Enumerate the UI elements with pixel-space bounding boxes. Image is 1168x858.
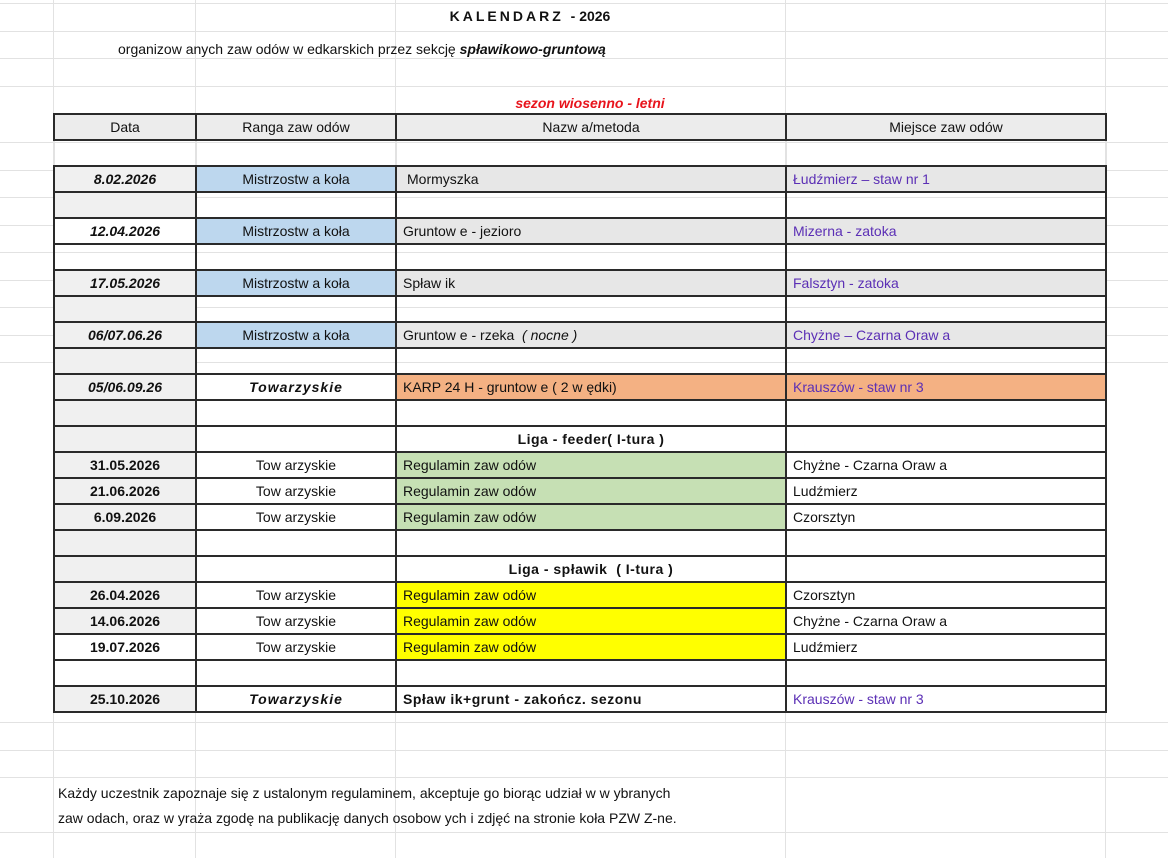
table-row: [54, 686, 1106, 712]
event-name-note: ( nocne ): [522, 327, 578, 343]
event-name: Regulamin zaw odów: [396, 504, 786, 530]
event-date: 12.04.2026: [54, 218, 196, 244]
feeder-league-heading: Liga - feeder( I-tura ): [396, 426, 786, 452]
header-date: Data: [54, 114, 196, 140]
event-rank: Mistrzostw a koła: [196, 322, 396, 348]
event-place: Ludźmierz: [786, 478, 1106, 504]
event-date: 05/06.09.26: [54, 374, 196, 400]
event-name: Spław ik: [396, 270, 786, 296]
table-row: [54, 582, 1106, 608]
event-date: 26.04.2026: [54, 582, 196, 608]
season-label: sezon wiosenno - letni: [515, 95, 665, 111]
league-heading-row: [54, 426, 1106, 452]
event-date: 8.02.2026: [54, 166, 196, 192]
grid-row-line: [0, 722, 1168, 723]
event-rank: Tow arzyskie: [196, 634, 396, 660]
subtitle-section: spławikowo-gruntową: [459, 41, 606, 57]
footer-line-2: zaw odach, oraz w yraża zgodę na publikację danych osobow ych i zdjęć na stronie koła PZW Z-ne.: [58, 810, 677, 826]
event-place: Chyżne - Czarna Oraw a: [786, 452, 1106, 478]
event-date: 31.05.2026: [54, 452, 196, 478]
event-place: Falsztyn - zatoka: [786, 270, 1106, 296]
event-rank: Mistrzostw a koła: [196, 270, 396, 296]
table-row: [54, 374, 1106, 400]
table-row: [54, 608, 1106, 634]
event-name: Regulamin zaw odów: [396, 582, 786, 608]
event-place: Chyżne - Czarna Oraw a: [786, 608, 1106, 634]
subtitle-text: organizow anych zaw odów w edkarskich przez sekcję: [118, 41, 460, 57]
event-rank: Mistrzostw a koła: [196, 218, 396, 244]
table-row: [54, 322, 1106, 348]
calendar-table: [53, 113, 1107, 713]
event-place: Czorsztyn: [786, 582, 1106, 608]
grid-row-line: [0, 86, 1168, 87]
spacer-row: [54, 530, 1106, 556]
spacer-row: [54, 244, 1106, 270]
table-row: [54, 166, 1106, 192]
event-name: [396, 322, 786, 348]
event-rank: Towarzyskie: [196, 374, 396, 400]
event-name: Gruntow e - jezioro: [396, 218, 786, 244]
table-row: [54, 270, 1106, 296]
grid-row-line: [0, 31, 1168, 32]
spacer-row: [54, 660, 1106, 686]
spacer-row: [54, 192, 1106, 218]
event-name-text: Gruntow e - rzeka: [403, 327, 523, 343]
event-place: Krauszów - staw nr 3: [786, 686, 1106, 712]
event-date: 17.05.2026: [54, 270, 196, 296]
header-name: Nazw a/metoda: [396, 114, 786, 140]
event-rank: Mistrzostw a koła: [196, 166, 396, 192]
grid-row-line: [0, 832, 1168, 833]
footer-line-1: Każdy uczestnik zapoznaje się z ustalonym regulaminem, akceptuje go biorąc udział w w ybranych: [58, 785, 671, 801]
event-name: Regulamin zaw odów: [396, 634, 786, 660]
table-row: [54, 504, 1106, 530]
event-name: KARP 24 H - gruntow e ( 2 w ędki): [396, 374, 786, 400]
header-place: Miejsce zaw odów: [786, 114, 1106, 140]
event-name: Regulamin zaw odów: [396, 608, 786, 634]
spacer-row: [54, 348, 1106, 374]
event-rank: Towarzyskie: [196, 686, 396, 712]
event-name: Mormyszka: [396, 166, 786, 192]
spacer-row: [54, 296, 1106, 322]
league-heading-row: [54, 556, 1106, 582]
event-place: Czorsztyn: [786, 504, 1106, 530]
splawik-league-heading: Liga - spławik ( I-tura ): [396, 556, 786, 582]
event-place: Chyżne – Czarna Oraw a: [786, 322, 1106, 348]
header-rank: Ranga zaw odów: [196, 114, 396, 140]
event-rank: Tow arzyskie: [196, 504, 396, 530]
event-name: Spław ik+grunt - zakończ. sezonu: [396, 686, 786, 712]
page-subtitle: [118, 41, 606, 57]
page-title: [0, 8, 1060, 24]
table-row: [54, 634, 1106, 660]
grid-row-line: [0, 750, 1168, 751]
grid-row-line: [0, 3, 1168, 4]
spacer-row: [54, 400, 1106, 426]
event-date: 14.06.2026: [54, 608, 196, 634]
table-row: [54, 218, 1106, 244]
event-name: Regulamin zaw odów: [396, 452, 786, 478]
grid-row-line: [0, 58, 1168, 59]
event-place: Ludźmierz: [786, 634, 1106, 660]
event-place: Mizerna - zatoka: [786, 218, 1106, 244]
event-place: Krauszów - staw nr 3: [786, 374, 1106, 400]
event-date: 25.10.2026: [54, 686, 196, 712]
title-year: - 2026: [570, 8, 611, 24]
event-place: Łudźmierz – staw nr 1: [786, 166, 1106, 192]
event-rank: Tow arzyskie: [196, 478, 396, 504]
event-date: 21.06.2026: [54, 478, 196, 504]
grid-row-line: [0, 777, 1168, 778]
event-rank: Tow arzyskie: [196, 608, 396, 634]
header-row: [54, 114, 1106, 140]
table-row: [54, 478, 1106, 504]
spacer-row: [54, 140, 1106, 166]
table-row: [54, 452, 1106, 478]
event-name: Regulamin zaw odów: [396, 478, 786, 504]
event-date: 6.09.2026: [54, 504, 196, 530]
event-rank: Tow arzyskie: [196, 452, 396, 478]
event-date: 19.07.2026: [54, 634, 196, 660]
event-date: 06/07.06.26: [54, 322, 196, 348]
title-text: KALENDARZ: [449, 8, 564, 24]
event-rank: Tow arzyskie: [196, 582, 396, 608]
